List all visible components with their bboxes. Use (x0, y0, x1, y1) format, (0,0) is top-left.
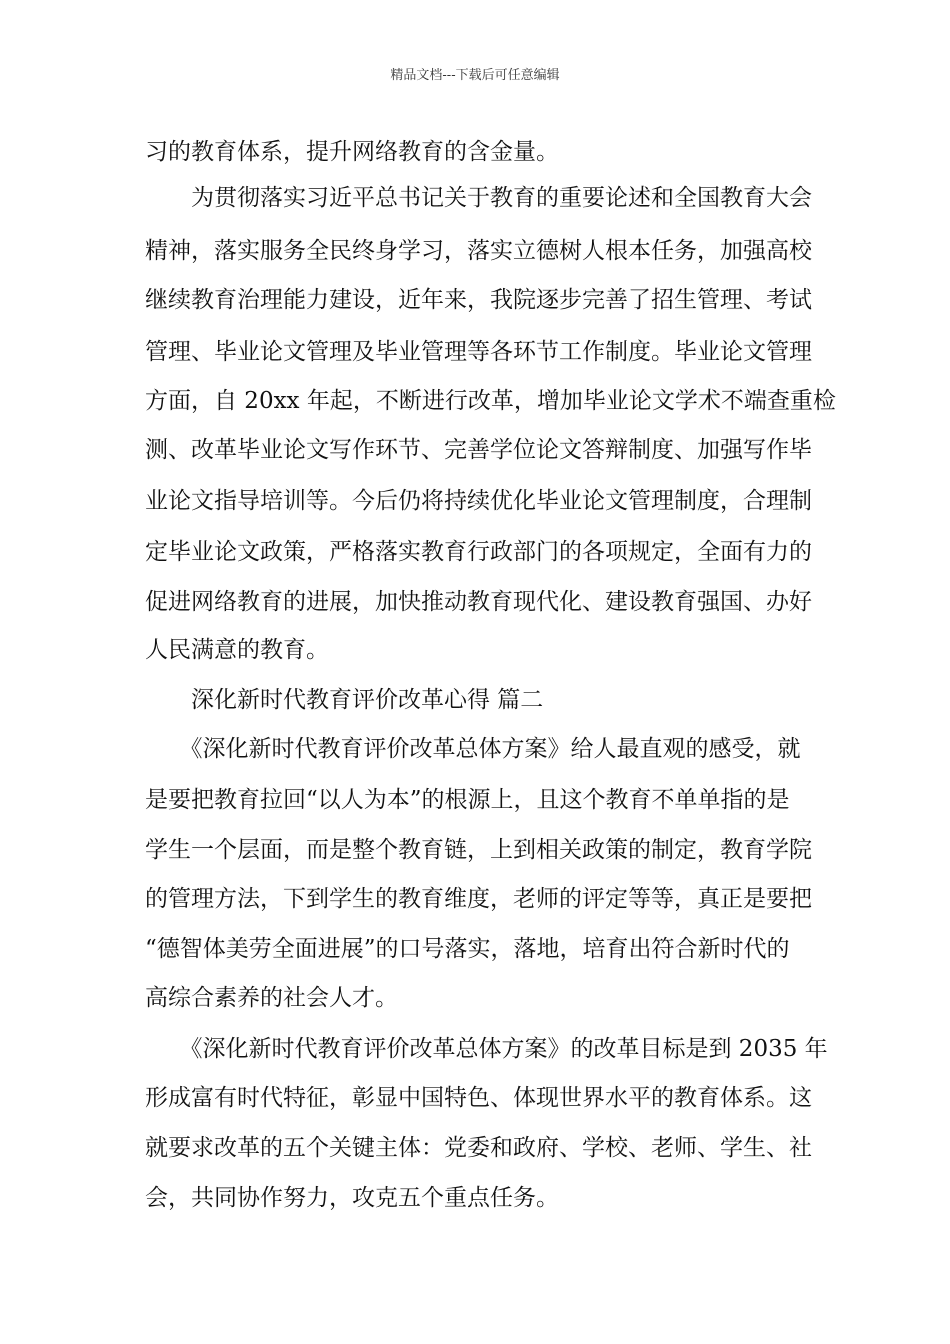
text-line: 的管理方法，下到学生的教育维度，老师的评定等等，真正是要把 (145, 886, 812, 912)
text-line: 就要求改革的五个关键主体：党委和政府、学校、老师、学生、社 (145, 1135, 812, 1161)
text-line: 学生一个层面，而是整个教育链，上到相关政策的制定，教育学院 (145, 837, 812, 863)
text-line: 定毕业论文政策，严格落实教育行政部门的各项规定，全面有力的 (145, 539, 812, 565)
text-line: 测、改革毕业论文写作环节、完善学位论文答辩制度、加强写作毕 (145, 437, 812, 463)
section-heading: 深化新时代教育评价改革心得 篇二 (145, 687, 544, 713)
text-line: 形成富有时代特征，彰显中国特色、体现世界水平的教育体系。这 (145, 1085, 812, 1111)
text-line: 促进网络教育的进展，加快推动教育现代化、建设教育强国、办好 (145, 589, 812, 615)
text-line: 管理、毕业论文管理及毕业管理等各环节工作制度。毕业论文管理 (145, 339, 812, 365)
page-header: 精品文档---下载后可任意编辑 (390, 68, 560, 83)
text-line: 人民满意的教育。 (145, 637, 329, 663)
text-line: 方面，自 20xx 年起，不断进行改革，增加毕业论文学术不端查重检 (145, 388, 836, 414)
text-line: 高综合素养的社会人才。 (145, 985, 398, 1011)
text-line: 是要把教育拉回“以人为本”的根源上，且这个教育不单单指的是 (145, 787, 790, 813)
text-line: 习的教育体系，提升网络教育的含金量。 (145, 139, 559, 165)
text-line: 会，共同协作努力，攻克五个重点任务。 (145, 1185, 559, 1211)
text-line: 精神，落实服务全民终身学习，落实立德树人根本任务，加强高校 (145, 238, 812, 264)
text-line: 《深化新时代教育评价改革总体方案》给人最直观的感受，就 (145, 736, 801, 762)
text-line: “德智体美劳全面进展”的口号落实，落地，培育出符合新时代的 (145, 936, 790, 962)
text-line: 为贯彻落实习近平总书记关于教育的重要论述和全国教育大会 (145, 185, 812, 211)
text-line: 《深化新时代教育评价改革总体方案》的改革目标是到 2035 年 (145, 1036, 828, 1062)
text-line: 继续教育治理能力建设，近年来，我院逐步完善了招生管理、考试 (145, 287, 812, 313)
text-line: 业论文指导培训等。今后仍将持续优化毕业论文管理制度，合理制 (145, 488, 812, 514)
